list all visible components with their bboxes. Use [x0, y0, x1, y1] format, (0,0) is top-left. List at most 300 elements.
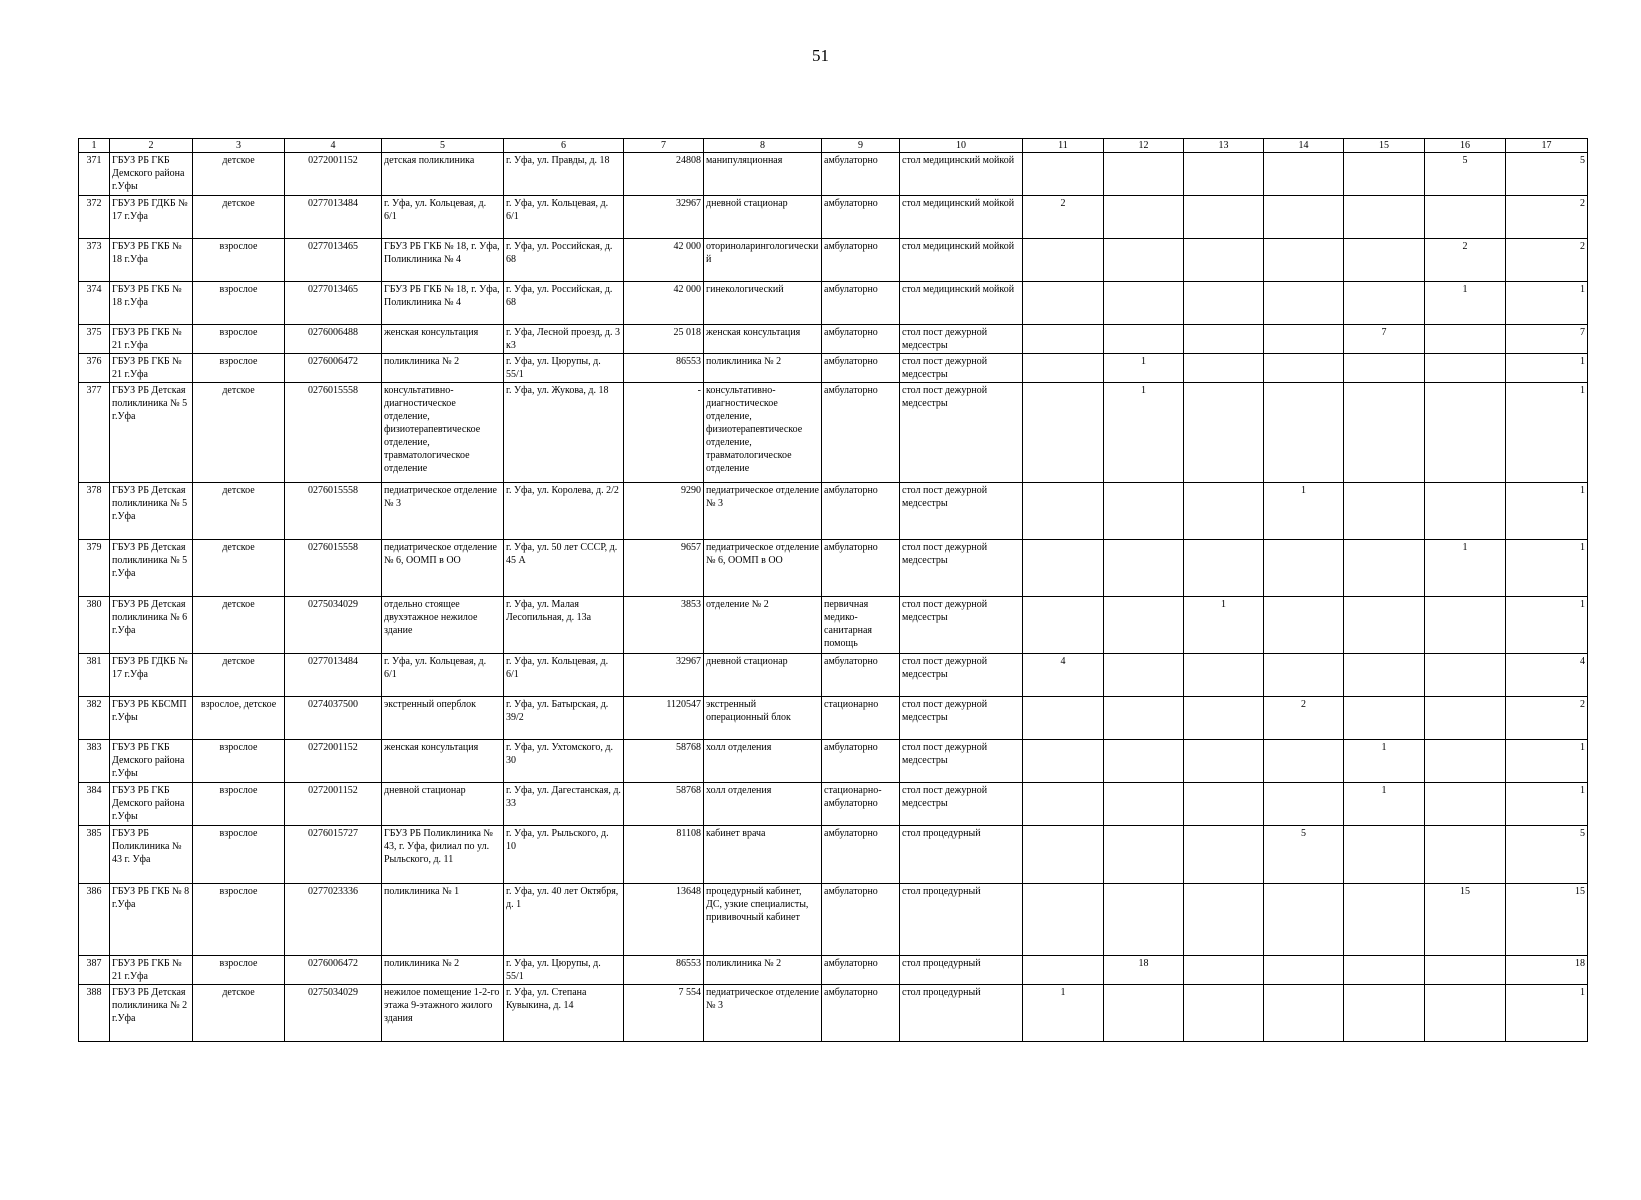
table-cell — [1023, 597, 1104, 654]
table-cell: 2 — [1425, 239, 1506, 282]
table-cell — [1264, 282, 1344, 325]
table-cell: 388 — [79, 985, 110, 1042]
table-row — [79, 783, 1588, 826]
table-cell — [1425, 325, 1506, 354]
table-cell — [1023, 540, 1104, 597]
table-cell: отдельно стоящее двухэтажное нежилое здание — [382, 597, 504, 654]
table-cell: стол процедурный — [900, 985, 1023, 1042]
table-cell: ГБУЗ РБ ГКБ № 21 г.Уфа — [110, 956, 193, 985]
table-cell: дневной стационар — [704, 196, 822, 239]
column-header: 10 — [900, 139, 1023, 153]
table-cell: 58768 — [624, 783, 704, 826]
table-cell — [1344, 884, 1425, 956]
table-cell: 81108 — [624, 826, 704, 884]
table-cell — [1264, 325, 1344, 354]
table-cell: 377 — [79, 383, 110, 483]
table-cell: 1 — [1104, 383, 1184, 483]
table-cell: 1 — [1506, 783, 1588, 826]
table-row — [79, 383, 1588, 483]
table-cell — [1023, 697, 1104, 740]
table-cell — [1344, 956, 1425, 985]
table-cell: г. Уфа, ул. Кольцевая, д. 6/1 — [504, 654, 624, 697]
table-row — [79, 153, 1588, 196]
table-cell: 382 — [79, 697, 110, 740]
table-cell: 375 — [79, 325, 110, 354]
table-cell — [1184, 654, 1264, 697]
table-cell — [1184, 697, 1264, 740]
table-cell: - — [624, 383, 704, 483]
table-cell — [1264, 153, 1344, 196]
table-cell: амбулаторно — [822, 483, 900, 540]
table-row — [79, 826, 1588, 884]
table-cell — [1425, 783, 1506, 826]
table-cell — [1425, 383, 1506, 483]
table-cell — [1425, 654, 1506, 697]
table-cell: женская консультация — [382, 740, 504, 783]
table-cell: дневной стационар — [382, 783, 504, 826]
table-cell: г. Уфа, ул. Правды, д. 18 — [504, 153, 624, 196]
table-row — [79, 654, 1588, 697]
table-cell: 7 — [1344, 325, 1425, 354]
column-header: 17 — [1506, 139, 1588, 153]
table-cell: амбулаторно — [822, 654, 900, 697]
table-header — [79, 139, 1588, 153]
table-cell — [1184, 196, 1264, 239]
table-cell: 0277013465 — [285, 239, 382, 282]
column-header: 12 — [1104, 139, 1184, 153]
table-cell — [1104, 153, 1184, 196]
table-cell: стол процедурный — [900, 956, 1023, 985]
table-cell: 86553 — [624, 354, 704, 383]
table-cell — [1264, 884, 1344, 956]
table-cell: ГБУЗ РБ Поликлиника № 43 г. Уфа — [110, 826, 193, 884]
table-cell: стол процедурный — [900, 826, 1023, 884]
column-header: 15 — [1344, 139, 1425, 153]
table-cell: детское — [193, 153, 285, 196]
table-cell: г. Уфа, ул. Цюрупы, д. 55/1 — [504, 956, 624, 985]
table-cell: 383 — [79, 740, 110, 783]
table-cell: г. Уфа, ул. Цюрупы, д. 55/1 — [504, 354, 624, 383]
table-cell: детское — [193, 483, 285, 540]
table-cell: 86553 — [624, 956, 704, 985]
table-cell: 386 — [79, 884, 110, 956]
table-row — [79, 540, 1588, 597]
column-header: 7 — [624, 139, 704, 153]
table-cell: 1 — [1506, 483, 1588, 540]
table-cell: ГБУЗ РБ ГКБ № 8 г.Уфа — [110, 884, 193, 956]
table-cell: амбулаторно — [822, 985, 900, 1042]
table-cell: амбулаторно — [822, 884, 900, 956]
table-cell: 0277023336 — [285, 884, 382, 956]
table-row — [79, 956, 1588, 985]
table-cell: стол процедурный — [900, 884, 1023, 956]
table-cell: 58768 — [624, 740, 704, 783]
table-cell: 1 — [1506, 740, 1588, 783]
table-cell — [1425, 597, 1506, 654]
table-cell: 0276006472 — [285, 354, 382, 383]
table-cell: 1 — [1104, 354, 1184, 383]
column-header: 2 — [110, 139, 193, 153]
table-cell: взрослое — [193, 354, 285, 383]
table-cell: педиатрическое отделение № 6, ООМП в ОО — [382, 540, 504, 597]
table-cell — [1264, 354, 1344, 383]
table-cell: консультативно-диагностическое отделение, физиотерапевтическое отделение, травматологическое отделение — [382, 383, 504, 483]
table-row — [79, 597, 1588, 654]
table-row — [79, 325, 1588, 354]
table-cell: гинекологический — [704, 282, 822, 325]
table-cell — [1425, 956, 1506, 985]
table-cell: г. Уфа, ул. Российская, д. 68 — [504, 239, 624, 282]
table-cell: 0275034029 — [285, 985, 382, 1042]
table-cell: 0276006472 — [285, 956, 382, 985]
column-header: 11 — [1023, 139, 1104, 153]
table-cell: 4 — [1506, 654, 1588, 697]
table-cell — [1104, 740, 1184, 783]
table-cell: 15 — [1506, 884, 1588, 956]
table-cell — [1023, 483, 1104, 540]
table-cell: поликлиника № 2 — [382, 354, 504, 383]
table-cell: поликлиника № 1 — [382, 884, 504, 956]
table-cell: 0272001152 — [285, 740, 382, 783]
table-cell — [1104, 239, 1184, 282]
table-cell — [1104, 196, 1184, 239]
table-cell: 0277013484 — [285, 196, 382, 239]
table-cell: поликлиника № 2 — [704, 354, 822, 383]
table-cell: 1 — [1184, 597, 1264, 654]
table-cell — [1104, 985, 1184, 1042]
table-cell: г. Уфа, ул. Батырская, д. 39/2 — [504, 697, 624, 740]
table-cell: 24808 — [624, 153, 704, 196]
table-cell — [1264, 196, 1344, 239]
table-cell: амбулаторно — [822, 826, 900, 884]
table-cell: 18 — [1506, 956, 1588, 985]
table-row — [79, 282, 1588, 325]
table-cell — [1184, 884, 1264, 956]
table-cell: поликлиника № 2 — [704, 956, 822, 985]
table-cell — [1425, 826, 1506, 884]
header-row — [79, 139, 1588, 153]
column-header: 16 — [1425, 139, 1506, 153]
table-cell — [1425, 697, 1506, 740]
table-row — [79, 483, 1588, 540]
table-cell: 0272001152 — [285, 153, 382, 196]
table-cell — [1184, 239, 1264, 282]
table-cell — [1104, 783, 1184, 826]
table-cell — [1264, 383, 1344, 483]
table-cell: амбулаторно — [822, 325, 900, 354]
table-cell: первичная медико-санитарная помощь — [822, 597, 900, 654]
table-cell — [1104, 654, 1184, 697]
table-cell — [1023, 783, 1104, 826]
table-cell — [1184, 282, 1264, 325]
table-cell: ГБУЗ РБ ГКБ № 18 г.Уфа — [110, 282, 193, 325]
table-row — [79, 697, 1588, 740]
table-cell: стол пост дежурной медсестры — [900, 383, 1023, 483]
table-cell: консультативно-диагностическое отделение, физиотерапевтическое отделение, травматологическое отделение — [704, 383, 822, 483]
table-cell: ГБУЗ РБ ГКБ № 21 г.Уфа — [110, 325, 193, 354]
table-cell: 372 — [79, 196, 110, 239]
table-cell: ГБУЗ РБ ГДКБ № 17 г.Уфа — [110, 196, 193, 239]
table-cell — [1184, 383, 1264, 483]
table-row — [79, 985, 1588, 1042]
table-cell: взрослое, детское — [193, 697, 285, 740]
table-cell: взрослое — [193, 826, 285, 884]
table-cell: взрослое — [193, 956, 285, 985]
table-cell: процедурный кабинет, ДС, узкие специалисты, прививочный кабинет — [704, 884, 822, 956]
table-cell — [1344, 654, 1425, 697]
table-cell: педиатрическое отделение № 6, ООМП в ОО — [704, 540, 822, 597]
table-cell: 0275034029 — [285, 597, 382, 654]
table-cell — [1184, 153, 1264, 196]
table-cell: 1 — [1425, 282, 1506, 325]
table-cell: амбулаторно — [822, 383, 900, 483]
table-cell: женская консультация — [382, 325, 504, 354]
table-cell — [1104, 697, 1184, 740]
table-cell: кабинет врача — [704, 826, 822, 884]
table-cell: ГБУЗ РБ Детская поликлиника № 5 г.Уфа — [110, 383, 193, 483]
table-cell: педиатрическое отделение № 3 — [382, 483, 504, 540]
table-cell: амбулаторно — [822, 239, 900, 282]
table-cell: экстренный операционный блок — [704, 697, 822, 740]
table-cell: 13648 — [624, 884, 704, 956]
table-row — [79, 354, 1588, 383]
table-cell: 384 — [79, 783, 110, 826]
column-header: 13 — [1184, 139, 1264, 153]
table-cell: 1 — [1506, 354, 1588, 383]
table-cell: 1 — [1264, 483, 1344, 540]
table-cell: 0276015558 — [285, 483, 382, 540]
table-cell — [1184, 826, 1264, 884]
table-cell — [1023, 153, 1104, 196]
table-cell: 1 — [1506, 383, 1588, 483]
table-cell: ГБУЗ РБ ГКБ Демского района г.Уфы — [110, 783, 193, 826]
table-cell: 7 554 — [624, 985, 704, 1042]
table-cell: 385 — [79, 826, 110, 884]
table-cell — [1264, 956, 1344, 985]
table-cell: 1120547 — [624, 697, 704, 740]
table-cell: взрослое — [193, 239, 285, 282]
table-cell: г. Уфа, ул. Российская, д. 68 — [504, 282, 624, 325]
table-cell: взрослое — [193, 740, 285, 783]
table-cell: стол медицинский мойкой — [900, 239, 1023, 282]
table-cell: 18 — [1104, 956, 1184, 985]
table-cell: ГБУЗ РБ Детская поликлиника № 5 г.Уфа — [110, 483, 193, 540]
table-cell: амбулаторно — [822, 196, 900, 239]
table-cell: 379 — [79, 540, 110, 597]
table-cell — [1184, 985, 1264, 1042]
table-cell — [1264, 985, 1344, 1042]
table-cell: взрослое — [193, 884, 285, 956]
table-cell: детское — [193, 597, 285, 654]
table-cell — [1023, 740, 1104, 783]
table-cell: стол медицинский мойкой — [900, 282, 1023, 325]
table-cell: амбулаторно — [822, 354, 900, 383]
table-cell: амбулаторно — [822, 282, 900, 325]
table-cell: нежилое помещение 1-2-го этажа 9-этажного жилого здания — [382, 985, 504, 1042]
table-cell — [1023, 956, 1104, 985]
table-row — [79, 884, 1588, 956]
table-cell: 5 — [1264, 826, 1344, 884]
table-cell: 7 — [1506, 325, 1588, 354]
table-cell: г. Уфа, Лесной проезд, д. 3 к3 — [504, 325, 624, 354]
table-cell: г. Уфа, ул. Степана Кувыкина, д. 14 — [504, 985, 624, 1042]
page-number: 51 — [812, 46, 829, 65]
table-cell: детское — [193, 383, 285, 483]
column-header: 3 — [193, 139, 285, 153]
table-cell — [1104, 540, 1184, 597]
table-cell: стол пост дежурной медсестры — [900, 740, 1023, 783]
table-cell: ГБУЗ РБ Детская поликлиника № 6 г.Уфа — [110, 597, 193, 654]
table-cell: 2 — [1023, 196, 1104, 239]
table-cell — [1344, 354, 1425, 383]
table-cell: детская поликлиника — [382, 153, 504, 196]
table-cell: г. Уфа, ул. Рыльского, д. 10 — [504, 826, 624, 884]
table-cell — [1344, 985, 1425, 1042]
table-cell: ГБУЗ РБ ГКБ Демского района г.Уфы — [110, 153, 193, 196]
table-cell: 373 — [79, 239, 110, 282]
table-cell — [1344, 697, 1425, 740]
table-cell: ГБУЗ РБ Поликлиника № 43, г. Уфа, филиал по ул. Рыльского, д. 11 — [382, 826, 504, 884]
table-cell: 0276006488 — [285, 325, 382, 354]
table-cell — [1344, 282, 1425, 325]
table-cell: 1 — [1506, 540, 1588, 597]
table-cell: 0277013465 — [285, 282, 382, 325]
table-cell: взрослое — [193, 325, 285, 354]
table-body — [79, 153, 1588, 1042]
table-cell: взрослое — [193, 282, 285, 325]
table-cell: г. Уфа, ул. Ухтомского, д. 30 — [504, 740, 624, 783]
table-cell: г. Уфа, ул. 50 лет СССР, д. 45 А — [504, 540, 624, 597]
table-cell: стол медицинский мойкой — [900, 153, 1023, 196]
table-cell: взрослое — [193, 783, 285, 826]
table-cell — [1023, 826, 1104, 884]
table-cell: 0274037500 — [285, 697, 382, 740]
table-cell: 1 — [1506, 597, 1588, 654]
table-cell — [1104, 483, 1184, 540]
table-cell: 2 — [1264, 697, 1344, 740]
table-cell: 0276015727 — [285, 826, 382, 884]
table-cell: холл отделения — [704, 740, 822, 783]
table-cell — [1104, 826, 1184, 884]
table-cell: стол пост дежурной медсестры — [900, 697, 1023, 740]
table-cell: 376 — [79, 354, 110, 383]
table-cell: г. Уфа, ул. Малая Лесопильная, д. 13а — [504, 597, 624, 654]
table-cell: амбулаторно — [822, 540, 900, 597]
table-cell: 3853 — [624, 597, 704, 654]
table-cell: 1 — [1344, 783, 1425, 826]
table-cell — [1023, 239, 1104, 282]
table-cell — [1104, 325, 1184, 354]
table-cell: стол пост дежурной медсестры — [900, 354, 1023, 383]
column-header: 8 — [704, 139, 822, 153]
table-cell — [1184, 354, 1264, 383]
table-cell: ГБУЗ РБ КБСМП г.Уфы — [110, 697, 193, 740]
table-cell: ГБУЗ РБ Детская поликлиника № 5 г.Уфа — [110, 540, 193, 597]
table-cell: стол медицинский мойкой — [900, 196, 1023, 239]
table-cell: г. Уфа, ул. Королева, д. 2/2 — [504, 483, 624, 540]
table-cell — [1184, 956, 1264, 985]
table-cell — [1104, 884, 1184, 956]
table-cell: г. Уфа, ул. Кольцевая, д. 6/1 — [504, 196, 624, 239]
table-cell: 378 — [79, 483, 110, 540]
table-cell — [1344, 153, 1425, 196]
table-cell: 0277013484 — [285, 654, 382, 697]
table-cell: ГБУЗ РБ ГКБ № 18, г. Уфа, Поликлиника № 4 — [382, 282, 504, 325]
table-cell: г. Уфа, ул. Дагестанская, д. 33 — [504, 783, 624, 826]
table-cell: ГБУЗ РБ ГДКБ № 17 г.Уфа — [110, 654, 193, 697]
table-cell — [1344, 239, 1425, 282]
table-cell — [1264, 783, 1344, 826]
table-cell: ГБУЗ РБ Детская поликлиника № 2 г.Уфа — [110, 985, 193, 1042]
table-cell: стол пост дежурной медсестры — [900, 540, 1023, 597]
table-cell: 32967 — [624, 196, 704, 239]
table-cell: холл отделения — [704, 783, 822, 826]
table-cell: амбулаторно — [822, 956, 900, 985]
table-cell: 5 — [1425, 153, 1506, 196]
table-cell: 1 — [1506, 282, 1588, 325]
table-cell: 9290 — [624, 483, 704, 540]
table-row — [79, 196, 1588, 239]
table-cell: 42 000 — [624, 282, 704, 325]
table-cell — [1023, 282, 1104, 325]
table-row — [79, 740, 1588, 783]
table-cell: стол пост дежурной медсестры — [900, 654, 1023, 697]
table-cell — [1344, 383, 1425, 483]
table-cell: амбулаторно — [822, 740, 900, 783]
table-cell — [1425, 985, 1506, 1042]
table-cell: 2 — [1506, 697, 1588, 740]
table-cell: г. Уфа, ул. 40 лет Октября, д. 1 — [504, 884, 624, 956]
table-cell — [1425, 483, 1506, 540]
table-cell: ГБУЗ РБ ГКБ Демского района г.Уфы — [110, 740, 193, 783]
table-cell: г. Уфа, ул. Кольцевая, д. 6/1 — [382, 196, 504, 239]
table-cell: 32967 — [624, 654, 704, 697]
table-cell: ГБУЗ РБ ГКБ № 18, г. Уфа, Поликлиника № 4 — [382, 239, 504, 282]
table-cell: 0272001152 — [285, 783, 382, 826]
table-cell: 1 — [1425, 540, 1506, 597]
table-cell — [1425, 196, 1506, 239]
column-header: 9 — [822, 139, 900, 153]
table-cell: стационарно-амбулаторно — [822, 783, 900, 826]
table-cell: стол пост дежурной медсестры — [900, 783, 1023, 826]
table-cell — [1264, 540, 1344, 597]
table-cell — [1023, 884, 1104, 956]
table-cell — [1023, 325, 1104, 354]
table-cell: экстренный оперблок — [382, 697, 504, 740]
table-cell: ГБУЗ РБ ГКБ № 18 г.Уфа — [110, 239, 193, 282]
table-cell: амбулаторно — [822, 153, 900, 196]
table-cell — [1023, 354, 1104, 383]
table-cell — [1184, 740, 1264, 783]
table-cell: 15 — [1425, 884, 1506, 956]
table-cell: дневной стационар — [704, 654, 822, 697]
table-cell — [1264, 654, 1344, 697]
table-cell: детское — [193, 196, 285, 239]
table-cell: 5 — [1506, 826, 1588, 884]
table-cell: оториноларингологический — [704, 239, 822, 282]
table-cell: педиатрическое отделение № 3 — [704, 985, 822, 1042]
table-cell — [1104, 282, 1184, 325]
table-cell — [1344, 597, 1425, 654]
table-cell: 9657 — [624, 540, 704, 597]
table-cell: г. Уфа, ул. Кольцевая, д. 6/1 — [382, 654, 504, 697]
table-cell: 1 — [1344, 740, 1425, 783]
table-cell: детское — [193, 654, 285, 697]
table-cell: 387 — [79, 956, 110, 985]
table-cell: 4 — [1023, 654, 1104, 697]
table-cell: 2 — [1506, 196, 1588, 239]
table-cell: 2 — [1506, 239, 1588, 282]
